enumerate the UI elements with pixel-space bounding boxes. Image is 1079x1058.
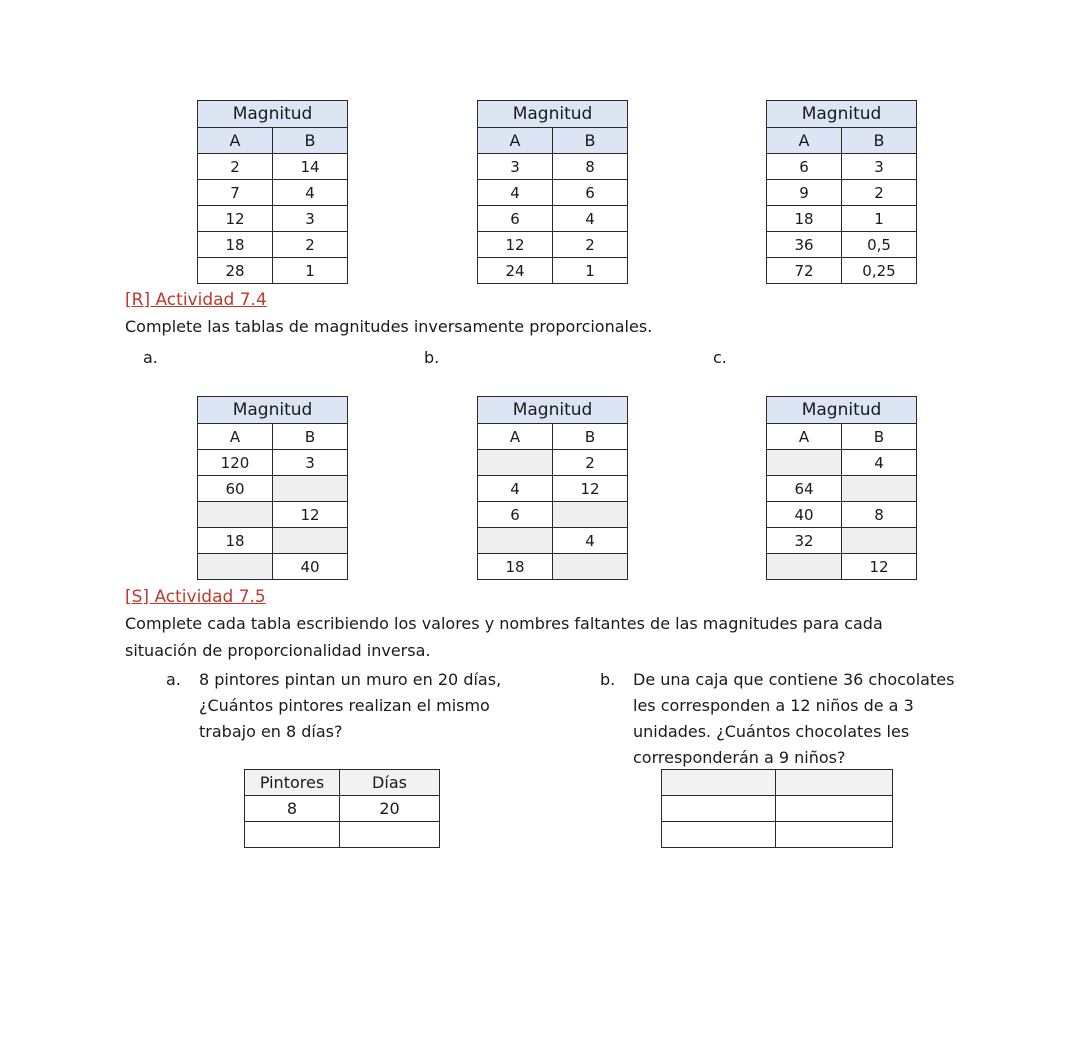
blank-cell[interactable] bbox=[273, 528, 348, 554]
activity-75-instruction-line2: situación de proporcionalidad inversa. bbox=[125, 641, 431, 660]
cell: 2 bbox=[273, 232, 348, 258]
cell: 6 bbox=[767, 154, 842, 180]
cell: 24 bbox=[478, 258, 553, 284]
cell: 2 bbox=[842, 180, 917, 206]
blank-cell[interactable] bbox=[273, 476, 348, 502]
cell: 1 bbox=[273, 258, 348, 284]
cell: 18 bbox=[198, 232, 273, 258]
cell: 6 bbox=[478, 206, 553, 232]
blank-cell[interactable] bbox=[842, 476, 917, 502]
solved-table-b bbox=[477, 100, 628, 284]
blank-cell[interactable] bbox=[245, 822, 340, 848]
col-header-b: B bbox=[273, 128, 348, 154]
col-header-a: A bbox=[198, 424, 273, 450]
exercise-table-c bbox=[766, 396, 917, 580]
cell: 6 bbox=[553, 180, 628, 206]
col-header-a: A bbox=[767, 424, 842, 450]
cell: 60 bbox=[198, 476, 273, 502]
table-title: Magnitud bbox=[478, 397, 628, 424]
problem-b-line1: De una caja que contiene 36 chocolates bbox=[633, 670, 955, 689]
cell: 72 bbox=[767, 258, 842, 284]
cell: 18 bbox=[767, 206, 842, 232]
problem-b-line2: les corresponden a 12 niños de a 3 bbox=[633, 696, 914, 715]
problem-a-line2: ¿Cuántos pintores realizan el mismo bbox=[199, 696, 490, 715]
cell: 14 bbox=[273, 154, 348, 180]
blank-cell[interactable] bbox=[198, 502, 273, 528]
cell: 0,5 bbox=[842, 232, 917, 258]
cell: 3 bbox=[273, 206, 348, 232]
table-title: Magnitud bbox=[198, 397, 348, 424]
cell: 40 bbox=[273, 554, 348, 580]
cell: 8 bbox=[842, 502, 917, 528]
cell: 12 bbox=[842, 554, 917, 580]
cell: 1 bbox=[553, 258, 628, 284]
cell: 4 bbox=[478, 476, 553, 502]
cell: 3 bbox=[842, 154, 917, 180]
blank-cell[interactable] bbox=[478, 528, 553, 554]
cell: 20 bbox=[340, 796, 440, 822]
activity-75-instruction-line1: Complete cada tabla escribiendo los valores y nombres faltantes de las magnitudes para cada bbox=[125, 614, 883, 633]
cell: 3 bbox=[273, 450, 348, 476]
cell: 12 bbox=[273, 502, 348, 528]
problem-a-line3: trabajo en 8 días? bbox=[199, 722, 343, 741]
label-b: b. bbox=[424, 348, 440, 367]
problem-a-line1: 8 pintores pintan un muro en 20 días, bbox=[199, 670, 502, 689]
col-header-a: A bbox=[478, 128, 553, 154]
problem-a-label: a. bbox=[166, 670, 181, 689]
blank-cell[interactable] bbox=[767, 450, 842, 476]
blank-cell[interactable] bbox=[553, 554, 628, 580]
blank-cell[interactable] bbox=[198, 554, 273, 580]
cell: 18 bbox=[198, 528, 273, 554]
cell: 6 bbox=[478, 502, 553, 528]
cell: 4 bbox=[273, 180, 348, 206]
blank-cell[interactable] bbox=[553, 502, 628, 528]
table-title: Magnitud bbox=[198, 101, 348, 128]
blank-cell[interactable] bbox=[662, 822, 776, 848]
activity-74-heading[interactable]: [R] Actividad 7.4 bbox=[125, 290, 267, 310]
cell: 8 bbox=[245, 796, 340, 822]
cell: 36 bbox=[767, 232, 842, 258]
blank-cell[interactable] bbox=[767, 554, 842, 580]
cell: 28 bbox=[198, 258, 273, 284]
cell: 4 bbox=[842, 450, 917, 476]
blank-cell[interactable] bbox=[478, 450, 553, 476]
cell: 40 bbox=[767, 502, 842, 528]
cell: 4 bbox=[553, 206, 628, 232]
label-a: a. bbox=[143, 348, 158, 367]
col-header-a: A bbox=[198, 128, 273, 154]
cell: 3 bbox=[478, 154, 553, 180]
table-title: Magnitud bbox=[767, 397, 917, 424]
cell: 12 bbox=[553, 476, 628, 502]
blank-cell[interactable] bbox=[842, 528, 917, 554]
cell: 64 bbox=[767, 476, 842, 502]
cell: 8 bbox=[553, 154, 628, 180]
blank-header-cell[interactable] bbox=[662, 770, 776, 796]
problem-b-label: b. bbox=[600, 670, 616, 689]
cell: 120 bbox=[198, 450, 273, 476]
label-c: c. bbox=[713, 348, 727, 367]
solved-table-c bbox=[766, 100, 917, 284]
header-dias: Días bbox=[340, 770, 440, 796]
cell: 2 bbox=[553, 232, 628, 258]
col-header-b: B bbox=[842, 424, 917, 450]
cell: 4 bbox=[478, 180, 553, 206]
cell: 32 bbox=[767, 528, 842, 554]
cell: 12 bbox=[478, 232, 553, 258]
activity-74-instruction: Complete las tablas de magnitudes inversamente proporcionales. bbox=[125, 317, 653, 336]
col-header-b: B bbox=[553, 424, 628, 450]
problem-b-table bbox=[661, 769, 893, 848]
header-pintores: Pintores bbox=[245, 770, 340, 796]
blank-cell[interactable] bbox=[340, 822, 440, 848]
problem-b-line3: unidades. ¿Cuántos chocolates les bbox=[633, 722, 910, 741]
cell: 0,25 bbox=[842, 258, 917, 284]
cell: 9 bbox=[767, 180, 842, 206]
cell: 2 bbox=[198, 154, 273, 180]
table-title: Magnitud bbox=[478, 101, 628, 128]
blank-header-cell[interactable] bbox=[776, 770, 893, 796]
col-header-a: A bbox=[767, 128, 842, 154]
cell: 18 bbox=[478, 554, 553, 580]
blank-cell[interactable] bbox=[776, 796, 893, 822]
cell: 1 bbox=[842, 206, 917, 232]
blank-cell[interactable] bbox=[662, 796, 776, 822]
exercise-table-b bbox=[477, 396, 628, 580]
activity-75-heading[interactable]: [S] Actividad 7.5 bbox=[125, 587, 266, 607]
exercise-table-a bbox=[197, 396, 348, 580]
col-header-b: B bbox=[273, 424, 348, 450]
col-header-b: B bbox=[553, 128, 628, 154]
problem-a-table bbox=[244, 769, 440, 848]
cell: 12 bbox=[198, 206, 273, 232]
problem-b-line4: corresponderán a 9 niños? bbox=[633, 748, 846, 767]
table-title: Magnitud bbox=[767, 101, 917, 128]
col-header-b: B bbox=[842, 128, 917, 154]
solved-table-a bbox=[197, 100, 348, 284]
cell: 2 bbox=[553, 450, 628, 476]
cell: 4 bbox=[553, 528, 628, 554]
col-header-a: A bbox=[478, 424, 553, 450]
blank-cell[interactable] bbox=[776, 822, 893, 848]
cell: 7 bbox=[198, 180, 273, 206]
